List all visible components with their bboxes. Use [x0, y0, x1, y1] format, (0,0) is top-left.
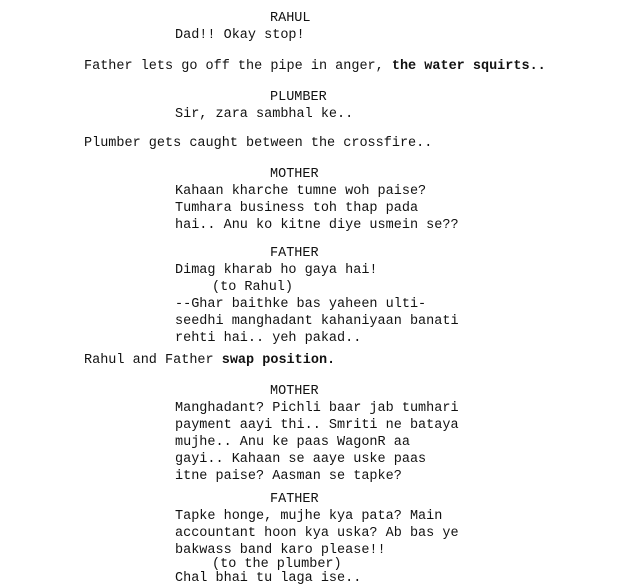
- dialogue-line: --Ghar baithke bas yaheen ulti-: [175, 297, 427, 312]
- dialogue-line: bakwass band karo please!!: [175, 543, 386, 558]
- dialogue-line: payment aayi thi.. Smriti ne bataya: [175, 418, 459, 433]
- character-cue-plumber: PLUMBER: [270, 90, 327, 105]
- dialogue-line: hai.. Anu ko kitne diye usmein se??: [175, 218, 459, 233]
- dialogue-line-cut-off: Chal bhai tu laga ise..: [175, 571, 362, 586]
- character-cue-mother: MOTHER: [270, 384, 319, 399]
- parenthetical: (to Rahul): [212, 280, 294, 295]
- dialogue-line: Kahaan kharche tumne woh paise?: [175, 184, 427, 199]
- dialogue-line: seedhi manghadant kahaniyaan banati: [175, 314, 459, 329]
- action-line: [84, 58, 546, 76]
- dialogue-line: gayi.. Kahaan se aaye uske paas: [175, 452, 427, 467]
- action-line: Plumber gets caught between the crossfire..: [84, 136, 433, 151]
- character-cue-father: FATHER: [270, 492, 319, 507]
- parenthetical: (to the plumber): [212, 557, 342, 572]
- dialogue-line: Sir, zara sambhal ke..: [175, 107, 354, 122]
- dialogue-line: itne paise? Aasman se tapke?: [175, 469, 402, 484]
- dialogue-line: mujhe.. Anu ke paas WagonR aa: [175, 435, 410, 450]
- action-text: Father lets go off the pipe in anger,: [84, 59, 392, 74]
- character-cue-rahul: RAHUL: [270, 11, 311, 26]
- dialogue-line: rehti hai.. yeh pakad..: [175, 331, 362, 346]
- dialogue-line: accountant hoon kya uska? Ab bas ye: [175, 526, 459, 541]
- action-emphasis: the water squirts..: [391, 59, 546, 74]
- character-cue-father: FATHER: [270, 246, 319, 261]
- character-cue-mother: MOTHER: [270, 167, 319, 182]
- action-text: Rahul and Father: [84, 353, 222, 368]
- dialogue-line: Tumhara business toh thap pada: [175, 201, 419, 216]
- action-line: [84, 352, 335, 370]
- dialogue-line: Manghadant? Pichli baar jab tumhari: [175, 401, 459, 416]
- dialogue-line: Dimag kharab ho gaya hai!: [175, 263, 378, 278]
- dialogue-line: Tapke honge, mujhe kya pata? Main: [175, 509, 443, 524]
- dialogue-line: Dad!! Okay stop!: [175, 28, 305, 43]
- action-emphasis: swap position.: [221, 353, 336, 368]
